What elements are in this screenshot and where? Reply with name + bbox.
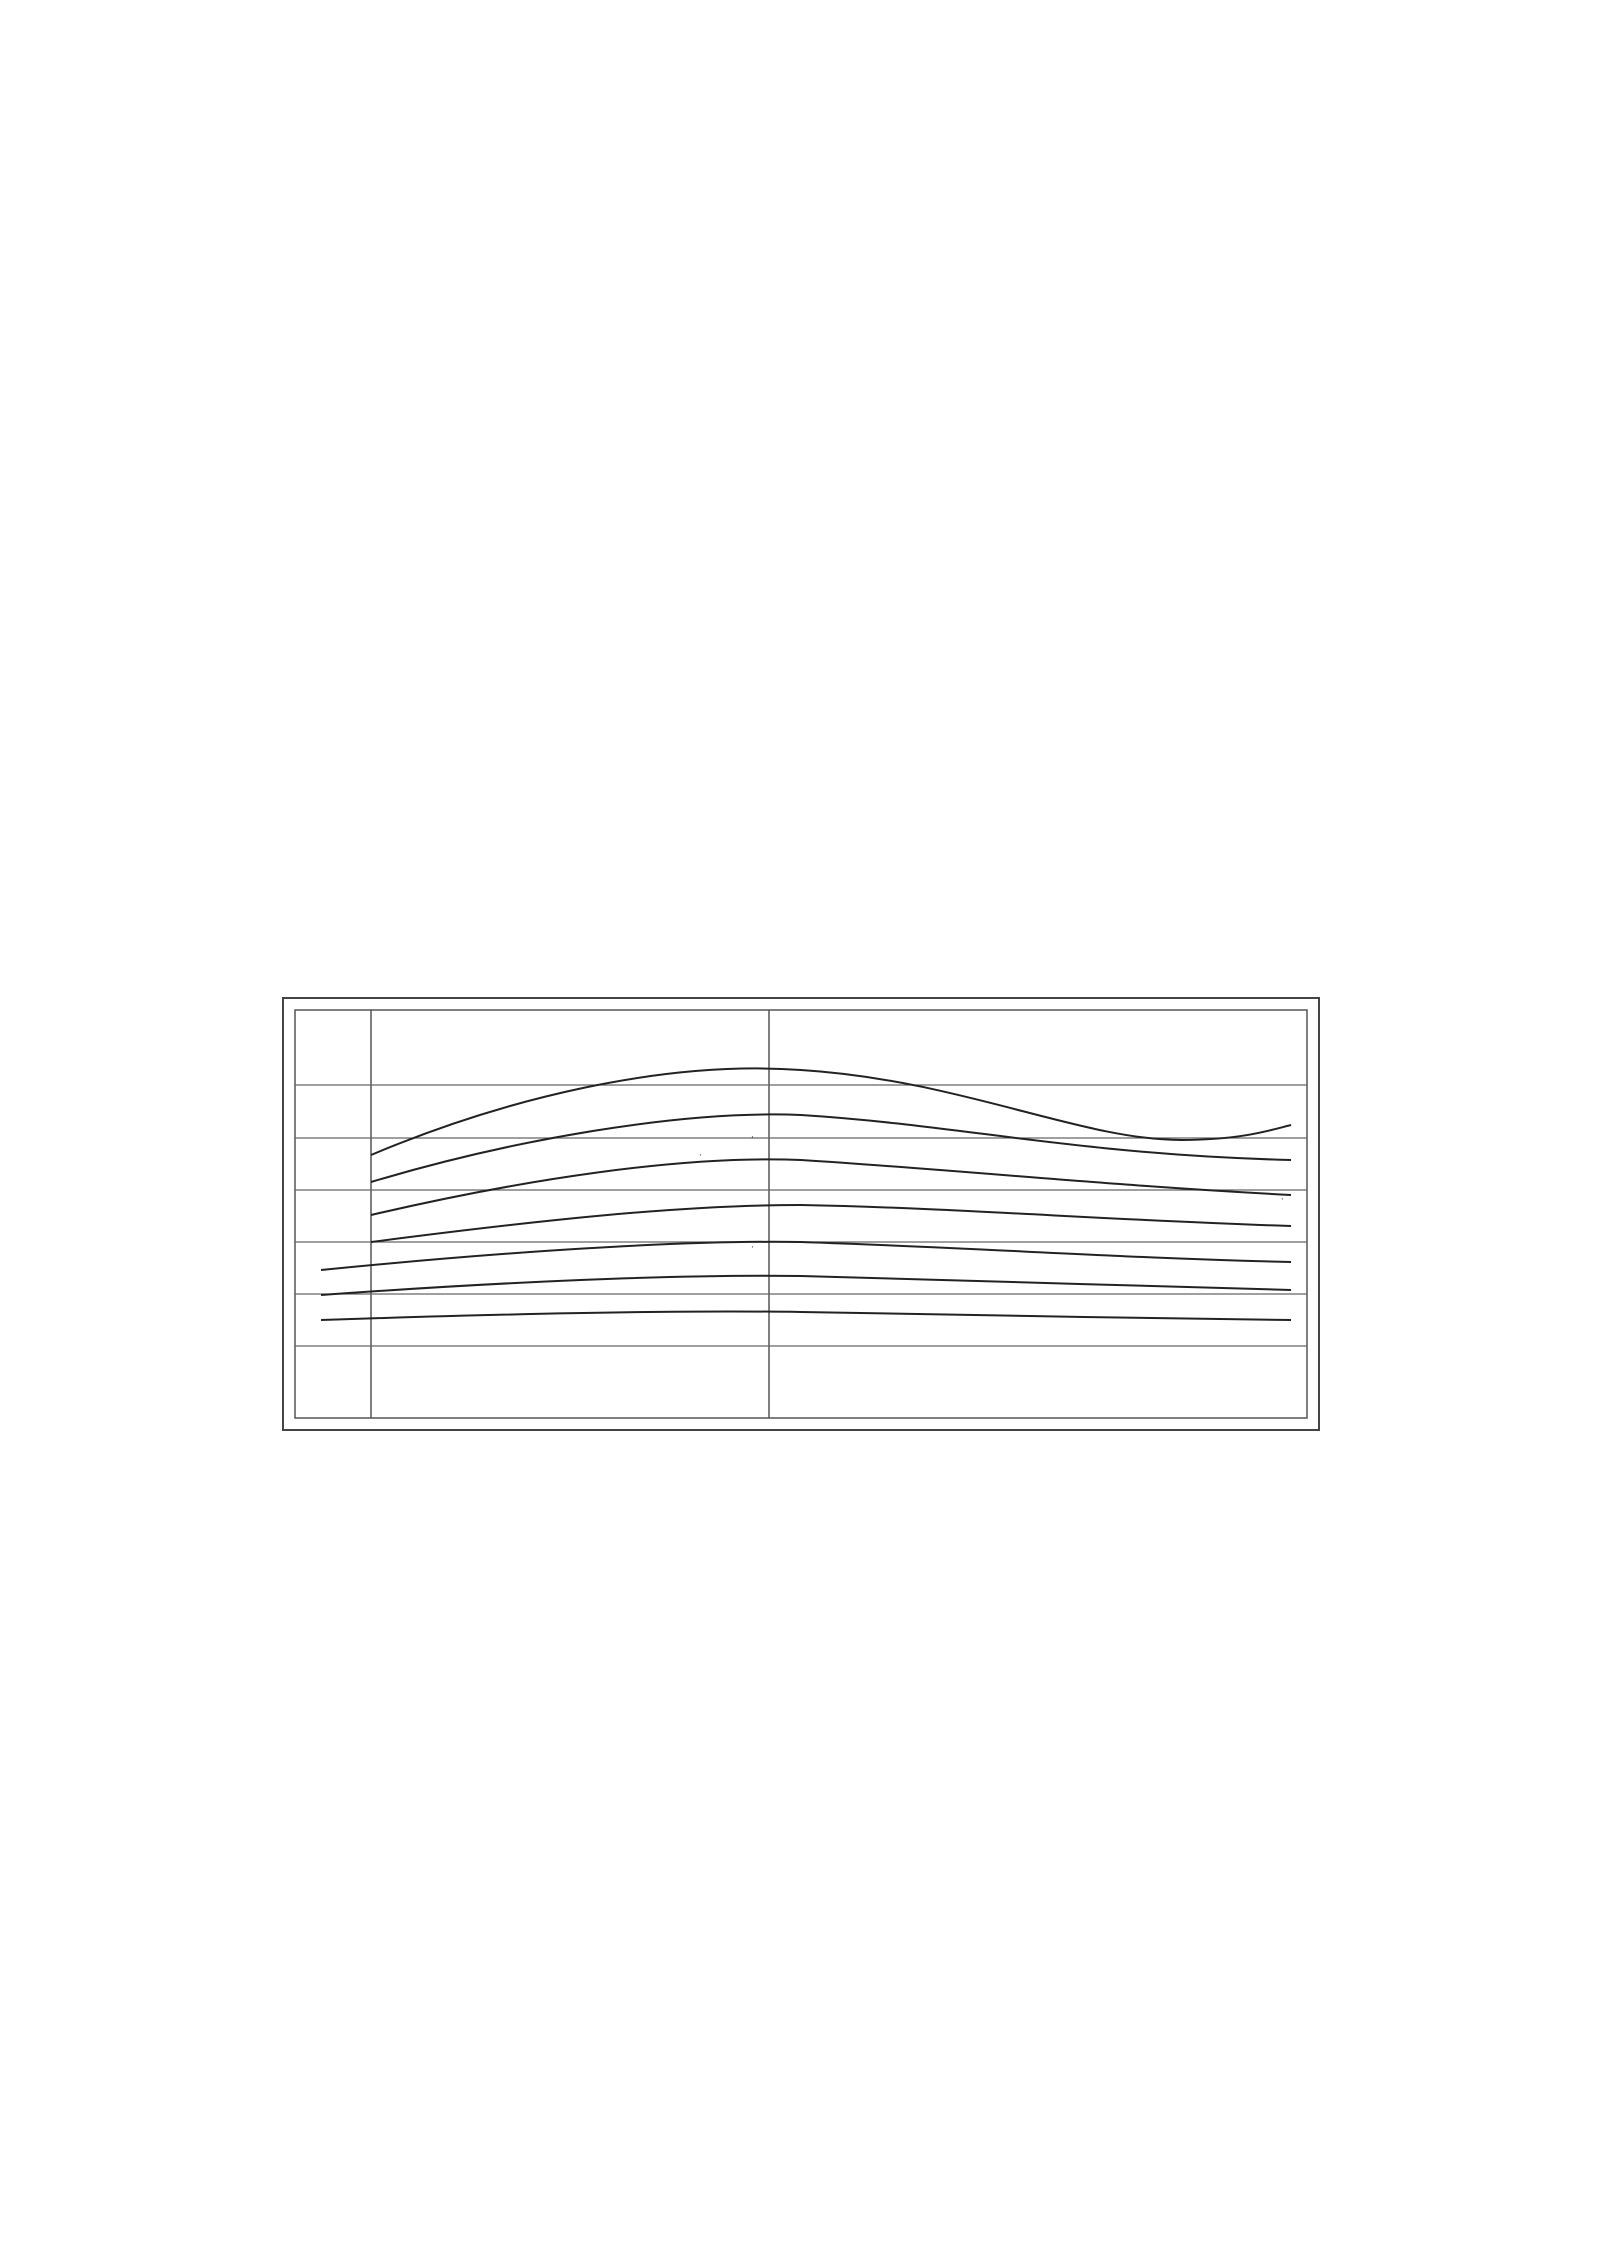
isotherm-map-figure	[281, 990, 1321, 1440]
temperature-marks	[699, 1133, 1284, 1253]
svg-text:·: ·	[751, 1243, 754, 1253]
isotherm-map	[281, 990, 1321, 1440]
svg-text:·: ·	[1281, 1195, 1284, 1205]
figure-caption	[195, 1545, 1407, 1590]
svg-text:·: ·	[699, 1151, 702, 1161]
svg-text:·: ·	[751, 1133, 754, 1143]
